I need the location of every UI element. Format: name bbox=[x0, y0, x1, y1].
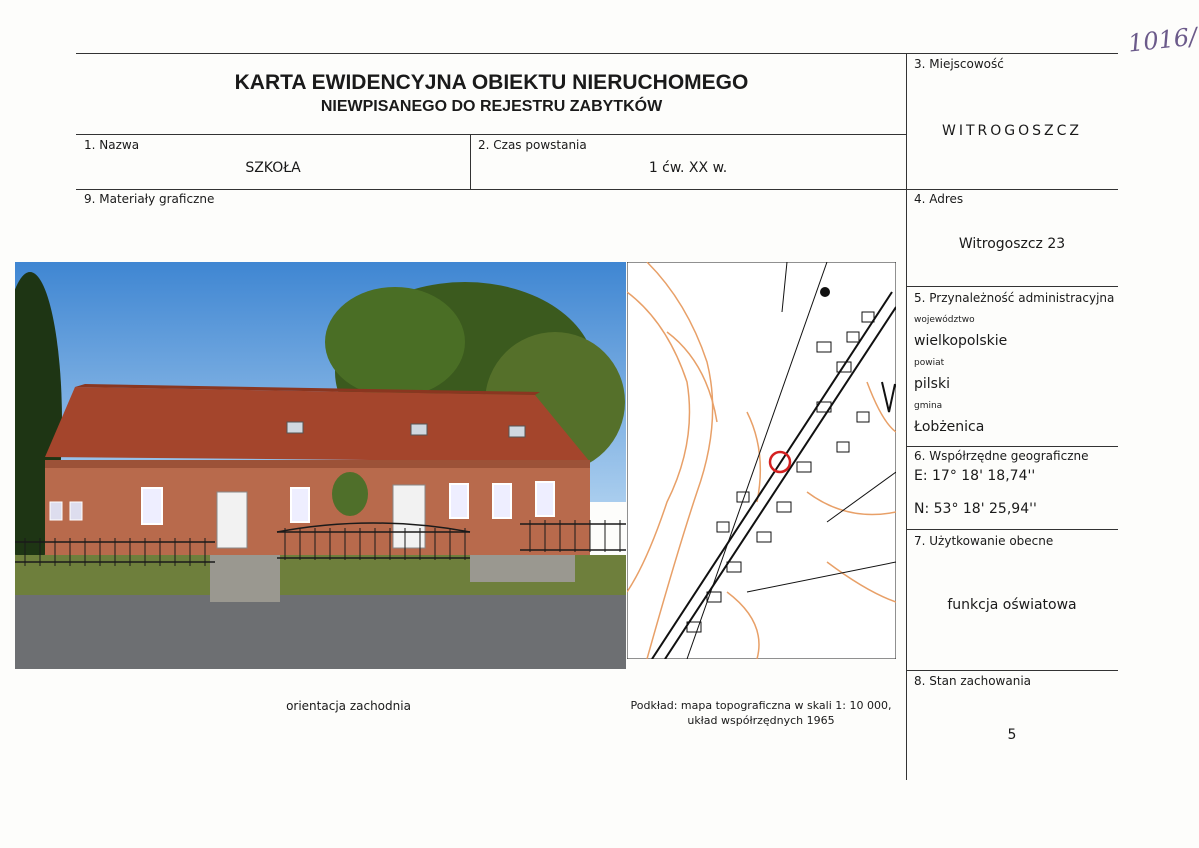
wspolrzedne-e: E: 17° 18' 18,74'' bbox=[914, 468, 1036, 484]
roof bbox=[45, 387, 590, 462]
uzytkowanie-value: funkcja oświatowa bbox=[947, 597, 1077, 613]
czas-value: 1 ćw. XX w. bbox=[648, 160, 728, 176]
adres-label: 4. Adres bbox=[914, 192, 964, 206]
map-caption-line2: układ współrzędnych 1965 bbox=[687, 714, 835, 727]
road bbox=[15, 595, 626, 669]
title-bottom-border bbox=[76, 134, 907, 135]
adres-bottom-border bbox=[906, 286, 1118, 287]
miejscowosc-value: WITROGOSZCZ bbox=[942, 123, 1082, 139]
gmina-label: gmina bbox=[914, 401, 943, 411]
uzytkowanie-bottom-border bbox=[906, 670, 1118, 671]
handwritten-catalogue-number: 1016/ bbox=[1126, 22, 1199, 58]
wojewodztwo-value: wielkopolskie bbox=[914, 333, 1008, 349]
stan-value: 5 bbox=[1007, 727, 1017, 743]
photo-caption: orientacja zachodnia bbox=[286, 699, 411, 713]
nazwa-label: 1. Nazwa bbox=[84, 138, 140, 152]
wspolrzedne-n: N: 53° 18' 25,94'' bbox=[914, 501, 1037, 517]
row1-bottom-border bbox=[76, 189, 1118, 190]
przynaleznosc-label: 5. Przynależność administracyjna bbox=[914, 291, 1115, 305]
miejscowosc-label: 3. Miejscowość bbox=[914, 57, 1004, 71]
stan-label: 8. Stan zachowania bbox=[914, 674, 1032, 688]
door-left bbox=[217, 492, 247, 548]
wojewodztwo-label: województwo bbox=[914, 315, 975, 325]
nazwa-value: SZKOŁA bbox=[245, 160, 301, 176]
map-caption-line1: Podkład: mapa topograficzna w skali 1: 10 000, bbox=[630, 699, 892, 712]
wspolrzedne-bottom-border bbox=[906, 529, 1118, 530]
przynaleznosc-bottom-border bbox=[906, 446, 1118, 447]
page-subtitle: NIEWPISANEGO DO REJESTRU ZABYTKÓW bbox=[320, 98, 663, 115]
powiat-value: pilski bbox=[914, 376, 950, 392]
top-border bbox=[76, 53, 1118, 54]
uzytkowanie-label: 7. Użytkowanie obecne bbox=[914, 534, 1054, 548]
adres-value: Witrogoszcz 23 bbox=[958, 236, 1066, 252]
school-photo bbox=[15, 262, 626, 669]
gmina-value: Łobżenica bbox=[914, 419, 985, 435]
page-title: KARTA EWIDENCYJNA OBIEKTU NIERUCHOMEGO bbox=[234, 71, 749, 94]
topographic-map bbox=[627, 262, 896, 659]
wspolrzedne-label: 6. Współrzędne geograficzne bbox=[914, 449, 1089, 463]
powiat-label: powiat bbox=[914, 358, 945, 368]
czas-label: 2. Czas powstania bbox=[478, 138, 587, 152]
materialy-label: 9. Materiały graficzne bbox=[84, 192, 215, 206]
